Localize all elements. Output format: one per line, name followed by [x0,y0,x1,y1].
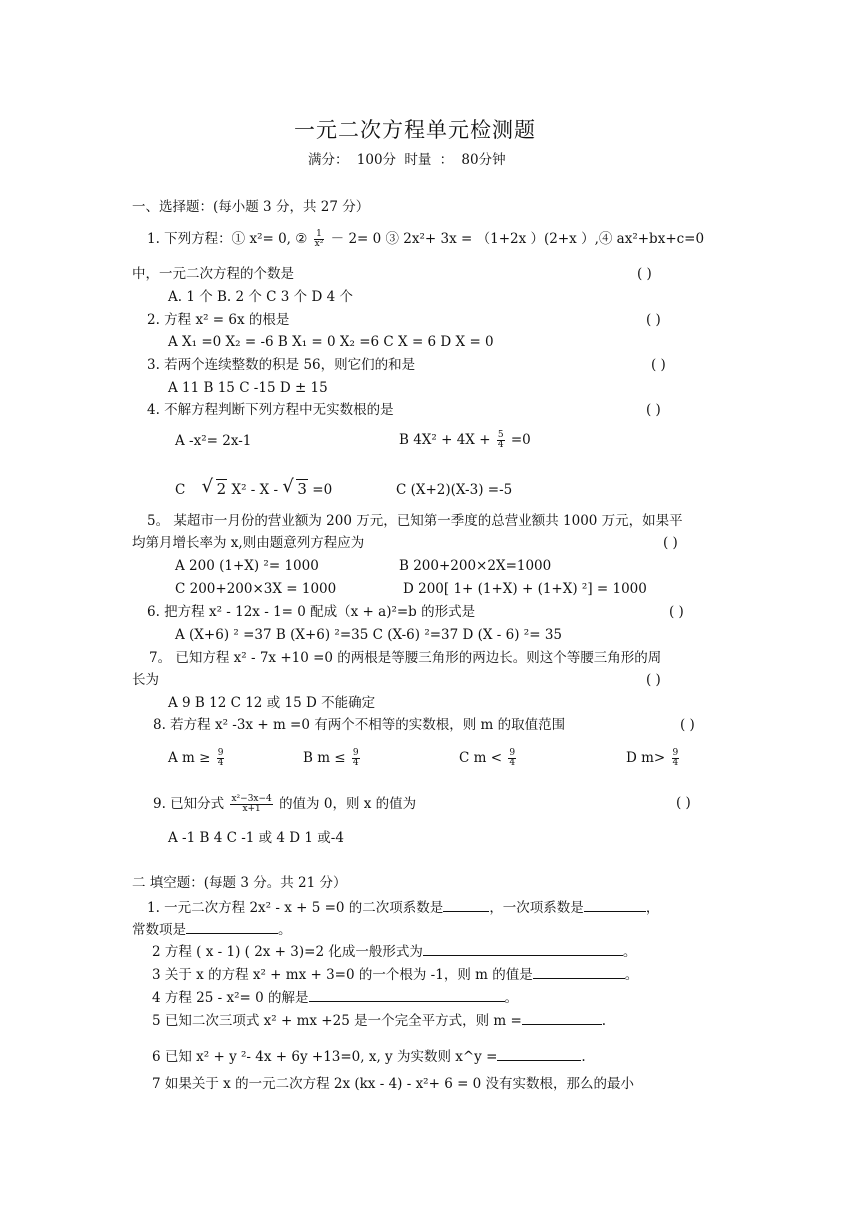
fill-1-line-1 [147,899,659,916]
question-1-text-b: － 2= 0 ③ 2x²+ 3x = （1+2x ）(2+x ）,④ ax²+bx+c=0 [330,231,705,247]
radicand: 3 [297,480,307,498]
question-1-line-2: 中，一元二次方程的个数是 [132,266,294,282]
fill-1-text-a: 1. 一元二次方程 2x² - x + 5 =0 的二次项系数是 [147,900,444,916]
question-4-option-c [175,480,332,498]
fraction-denominator: x² [314,239,324,249]
question-9-options: A -1 B 4 C -1 或 4 D 1 或-4 [168,830,344,846]
fill-4 [152,989,518,1006]
fraction-denominator: 4 [497,440,504,450]
radicand: 2 [216,480,227,498]
question-9-text [153,795,416,814]
question-4-option-a: A -x²= 2x-1 [175,433,252,449]
sqrt-3 [284,480,308,498]
question-7-options: A 9 B 12 C 12 或 15 D 不能确定 [168,695,376,711]
answer-blank[interactable] [186,921,278,934]
question-5-line-1: 5。 某超市一月份的营业额为 200 万元，已知第一季度的总营业额共 1000 万元，如果平 [147,513,683,529]
question-1-fraction [314,230,325,249]
question-5-option-a: A 200 (1+X) ²= 1000 [175,558,319,574]
fill-1-text-e: 。 [278,922,292,938]
option-b-end: =0 [510,432,531,448]
fill-4-end: 。 [504,990,519,1006]
fill-3-end: 。 [624,967,639,983]
sqrt-2 [204,480,228,498]
fraction-numerator: 5 [497,430,504,440]
fraction-numerator: x²−3x−4 [231,794,272,804]
answer-blank[interactable] [584,899,646,912]
fill-1-text-c: ， [645,900,660,916]
question-9-text-a: 9. 已知分式 [153,796,225,812]
fill-1-text-d: 常数项是 [132,922,186,938]
option-c-end: =0 [312,482,333,498]
answer-parenthesis-5: ( ) [663,535,678,551]
answer-blank[interactable] [533,966,625,979]
fill-6 [152,1048,586,1065]
answer-parenthesis-1: ( ) [637,266,652,282]
answer-blank[interactable] [522,1012,602,1025]
question-3-text: 3. 若两个连续整数的积是 56，则它们的和是 [147,357,416,373]
question-4-text: 4. 不解方程判断下列方程中无实数根的是 [147,402,394,418]
answer-blank[interactable] [309,989,505,1002]
fill-6-end: . [581,1049,586,1065]
answer-blank[interactable] [423,943,623,956]
option-a-fraction [217,749,225,768]
option-d-text: D m> [626,750,666,766]
option-b-fraction [497,431,505,450]
option-b-fraction [352,749,360,768]
question-5-option-d: D 200[ 1+ (1+X) + (1+X) ²] = 1000 [403,581,647,597]
question-5-option-c: C 200+200×3X = 1000 [175,581,337,597]
question-1-line-1 [147,230,704,249]
question-4-option-d: C (X+2)(X-3) =-5 [396,482,513,498]
fill-3 [152,966,638,983]
option-c-text: C m < [459,750,503,766]
question-1-text-a: 1. 下列方程：① x²= 0, ② [147,231,308,247]
fraction-denominator: 4 [509,758,516,768]
fraction-denominator: 4 [672,758,679,768]
fill-2 [152,943,636,960]
fill-7: 7 如果关于 x 的一元二次方程 2x (kx - 4) - x²+ 6 = 0 没有实数根，那么的最小 [152,1076,635,1092]
question-8-option-b [303,749,362,768]
answer-parenthesis-3: ( ) [651,357,666,373]
question-1-options: A. 1 个 B. 2 个 C 3 个 D 4 个 [168,289,353,305]
question-8-text: 8. 若方程 x² -3x + m =0 有两个不相等的实数根，则 m 的取值范围 [153,717,566,733]
fill-5-end: . [601,1013,607,1029]
fraction-numerator: 9 [509,748,516,758]
answer-parenthesis-8: ( ) [680,717,695,733]
section-heading-choice: 一、选择题：(每小题 3 分，共 27 分） [132,199,370,215]
page-title: 一元二次方程单元检测题 [294,118,536,142]
question-7-line-1: 7。 已知方程 x² - 7x +10 =0 的两根是等腰三角形的两边长。则这个等腰三角形的周 [149,650,662,666]
fraction-numerator: 9 [352,748,359,758]
question-8-option-a [168,749,226,768]
answer-blank[interactable] [497,1048,581,1061]
fill-5-text: 5 已知二次三项式 x² + mx +25 是一个完全平方式，则 m = [152,1013,522,1029]
fill-6-text: 6 已知 x² + y ²- 4x + 6y +13=0, x, y 为实数则 x^y = [152,1049,498,1065]
fill-2-text: 2 方程 ( x - 1) ( 2x + 3)=2 化成一般形式为 [152,944,423,960]
fill-1-line-2 [132,921,292,938]
section-heading-fill: 二 填空题：(每题 3 分。共 21 分） [132,875,347,891]
question-2-options: A X₁ =0 X₂ = -6 B X₁ = 0 X₂ =6 C X = 6 D X = 0 [168,334,494,350]
option-c-label: C [175,482,186,498]
fill-2-end: 。 [622,944,637,960]
question-3-options: A 11 B 15 C -15 D ± 15 [168,380,328,396]
option-a-text: A m ≥ [168,750,211,766]
question-6-options: A (X+6) ² =37 B (X+6) ²=35 C (X-6) ²=37 D (X - 6) ²= 35 [175,627,562,643]
option-c-fraction [508,749,516,768]
question-2-text: 2. 方程 x² = 6x 的根是 [147,312,290,328]
answer-parenthesis-6: ( ) [669,604,684,620]
fill-5 [152,1012,606,1029]
fraction-numerator: 9 [672,748,679,758]
page-subtitle: 满分： 100分 时量 ： 80分钟 [308,152,506,168]
question-5-line-2: 均第月增长率为 x,则由题意列方程应为 [132,535,365,551]
option-b-text: B m ≤ [303,750,346,766]
option-c-mid: X² - X - [231,482,279,498]
fraction-denominator: x+1 [242,804,261,814]
answer-parenthesis-4: ( ) [646,402,661,418]
question-4-option-b [399,431,531,450]
fraction-numerator: 1 [314,230,325,240]
question-8-option-c [459,749,518,768]
question-7-line-2: 长为 [132,672,159,688]
answer-parenthesis-7: ( ) [646,672,661,688]
fill-1-text-b: ，一次项系数是 [489,900,584,916]
fraction-numerator: 9 [217,748,224,758]
question-9-fraction [230,795,272,814]
option-b-text: B 4X² + 4X + [399,432,491,448]
answer-parenthesis-2: ( ) [646,312,661,328]
fill-4-text: 4 方程 25 - x²= 0 的解是 [152,990,309,1006]
question-5-option-b: B 200+200×2X=1000 [399,558,552,574]
fraction-denominator: 4 [352,758,359,768]
question-9-text-b: 的值为 0，则 x 的值为 [279,796,417,812]
answer-parenthesis-9: ( ) [676,795,691,811]
answer-blank[interactable] [443,899,489,912]
question-6-text: 6. 把方程 x² - 12x - 1= 0 配成（x + a)²=b 的形式是 [147,604,476,620]
fill-3-text: 3 关于 x 的方程 x² + mx + 3=0 的一个根为 -1，则 m 的值是 [152,967,533,983]
fraction-denominator: 4 [217,758,224,768]
question-8-option-d [626,749,681,768]
option-d-fraction [672,749,680,768]
